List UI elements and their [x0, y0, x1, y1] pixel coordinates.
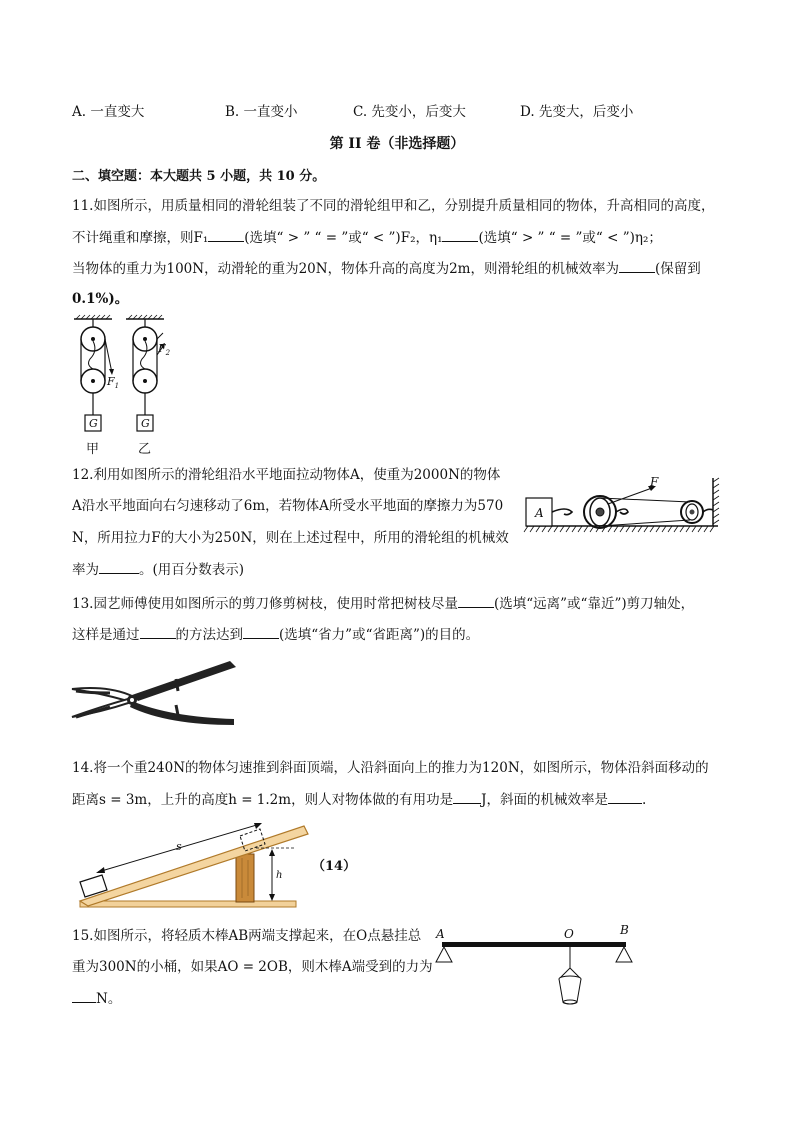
q15-lever-figure — [430, 922, 640, 1014]
q11-g1-label: G — [89, 417, 98, 430]
q13-blank-1[interactable] — [458, 593, 494, 608]
q12-text-a: 率为 — [72, 562, 99, 578]
q15-o-label: O — [564, 927, 574, 941]
q12-line3: N，所用拉力F的大小为250N，则在上述过程中，所用的滑轮组的机械效 — [72, 530, 509, 546]
q11-blank-3[interactable] — [619, 258, 655, 273]
q11-text-b: (选填“ > ” “ = ”或“ < ”)F₂，η₁ — [244, 230, 443, 246]
q12-force-label: F — [650, 475, 659, 489]
option-d: D. 先变大，后变小 — [520, 104, 634, 120]
q12-pulley-figure — [522, 468, 728, 534]
q11-text-d: 当物体的重力为100N，动滑轮的重为20N，物体升高的高度为2m，则滑轮组的机械效率为 — [72, 261, 619, 277]
q11-blank-1[interactable] — [208, 227, 244, 242]
q14-text-c: . — [642, 792, 647, 808]
q15-b-label: B — [620, 923, 629, 937]
q13-text-d: 的方法达到 — [175, 627, 243, 643]
q11-jia-label: 甲 — [86, 442, 100, 457]
q14-h-label: h — [276, 870, 283, 881]
q14-text-a: 距离s = 3m，上升的高度h = 1.2m，则人对物体做的有用功是 — [72, 792, 454, 808]
q13-line2 — [72, 624, 479, 645]
q11-f1-label: $F_1$ — [107, 375, 120, 390]
section-header: 二、填空题：本大题共 5 小题，共 10 分。 — [72, 169, 326, 184]
q11-yi-label: 乙 — [138, 442, 152, 457]
q11-line1: 11.如图所示，用质量相同的滑轮组装了不同的滑轮组甲和乙，分别提升质量相同的物体，升高相同的高度， — [72, 198, 715, 214]
q11-g2-label: G — [141, 417, 150, 430]
q14-line2 — [72, 789, 646, 810]
q11-line2 — [72, 227, 662, 248]
option-a: A. 一直变大 — [72, 104, 145, 120]
q11-f2-label: $F_2$ — [158, 342, 171, 357]
q15-line3 — [72, 988, 121, 1009]
section-title: 第 II 卷（非选择题） — [329, 136, 465, 152]
q11-text-c: (选填“ > ” “ = ”或“ < ”)η₂； — [478, 230, 662, 246]
q15-line1: 15.如图所示，将轻质木棒AB两端支撑起来，在O点悬挂总 — [72, 928, 422, 944]
q11-pulley-figure — [68, 315, 178, 460]
q11-line3 — [72, 258, 701, 279]
q13-blank-2[interactable] — [140, 624, 176, 639]
option-b: B. 一直变小 — [225, 104, 298, 120]
q12-blank[interactable] — [99, 559, 139, 574]
q13-shears-figure — [70, 655, 240, 727]
q13-line1 — [72, 593, 694, 614]
q14-incline-figure — [76, 820, 376, 915]
q14-s-label: s — [176, 840, 182, 853]
q14-text-b: J，斜面的机械效率是 — [481, 792, 608, 808]
q14-figure-tag: （14） — [312, 859, 357, 874]
q14-blank-1[interactable] — [453, 789, 481, 804]
q14-line1: 14.将一个重240N的物体匀速推到斜面顶端，人沿斜面向上的推力为120N，如图所示，物体沿斜面移动的 — [72, 760, 709, 776]
q12-line2: A沿水平地面向右匀速移动了6m，若物体A所受水平地面的摩擦力为570 — [72, 498, 504, 514]
q13-text-b: (选填“远离”或“靠近”)剪刀轴处， — [493, 596, 695, 612]
q15-text-a: N。 — [96, 991, 122, 1007]
q11-text-e: (保留到 — [654, 261, 701, 277]
q12-block-label: A — [535, 506, 544, 520]
q15-line2: 重为300N的小桶，如果AO = 2OB，则木棒A端受到的力为 — [72, 959, 433, 975]
q15-blank[interactable] — [72, 988, 96, 1003]
q15-a-label: A — [436, 927, 445, 941]
q14-blank-2[interactable] — [608, 789, 642, 804]
q12-text-b: 。(用百分数表示) — [139, 562, 245, 578]
q13-text-c: 这样是通过 — [72, 627, 140, 643]
q12-line1: 12.利用如图所示的滑轮组沿水平地面拉动物体A，使重为2000N的物体 — [72, 467, 501, 483]
q12-line4 — [72, 559, 244, 580]
q11-blank-2[interactable] — [442, 227, 478, 242]
q13-blank-3[interactable] — [243, 624, 279, 639]
option-c: C. 先变小，后变大 — [353, 104, 466, 120]
q13-text-e: (选填“省力”或“省距离”)的目的。 — [279, 627, 480, 643]
q11-text-a: 不计绳重和摩擦，则F₁ — [72, 230, 209, 246]
q13-text-a: 13.园艺师傅使用如图所示的剪刀修剪树枝，使用时常把树枝尽量 — [72, 596, 458, 612]
q11-line4: 0.1%)。 — [72, 291, 129, 307]
